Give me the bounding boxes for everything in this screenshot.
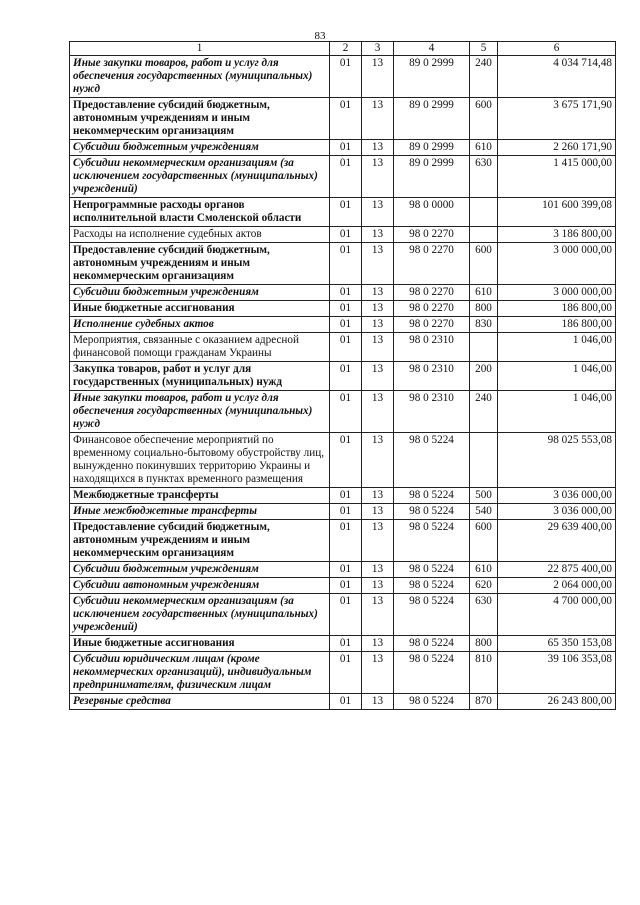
row-target-article: 98 0 0000 [394, 198, 470, 227]
row-section: 01 [330, 140, 362, 156]
table-row [70, 333, 616, 362]
row-section: 01 [330, 362, 362, 391]
row-section: 01 [330, 317, 362, 333]
row-amount: 3 000 000,00 [498, 285, 616, 301]
row-name: Субсидии бюджетным учреждениям [70, 140, 330, 156]
row-name: Субсидии юридическим лицам (кроме некоммерческих организаций), индивидуальным предпринимателям, физическим лицам [70, 652, 330, 694]
row-amount: 1 046,00 [498, 362, 616, 391]
row-expense-type: 620 [470, 578, 498, 594]
row-target-article: 98 0 5224 [394, 562, 470, 578]
row-subsection: 13 [362, 694, 394, 710]
row-expense-type: 610 [470, 562, 498, 578]
table-row [70, 636, 616, 652]
row-section: 01 [330, 652, 362, 694]
row-name: Предоставление субсидий бюджетным, автономным учреждениям и иным некоммерческим организациям [70, 98, 330, 140]
row-target-article: 98 0 5224 [394, 652, 470, 694]
row-name: Исполнение судебных актов [70, 317, 330, 333]
row-target-article: 89 0 2999 [394, 56, 470, 98]
row-expense-type: 610 [470, 140, 498, 156]
row-name: Субсидии некоммерческим организациям (за исключением государственных (муниципальных) учреждений) [70, 156, 330, 198]
row-section: 01 [330, 198, 362, 227]
row-target-article: 98 0 2270 [394, 317, 470, 333]
row-expense-type: 600 [470, 243, 498, 285]
row-name: Иные бюджетные ассигнования [70, 301, 330, 317]
table-row [70, 301, 616, 317]
row-section: 01 [330, 156, 362, 198]
row-section: 01 [330, 520, 362, 562]
row-target-article: 98 0 2310 [394, 362, 470, 391]
budget-table [69, 41, 616, 710]
row-section: 01 [330, 578, 362, 594]
row-expense-type: 630 [470, 156, 498, 198]
row-expense-type: 870 [470, 694, 498, 710]
row-amount: 3 186 800,00 [498, 227, 616, 243]
row-target-article: 98 0 5224 [394, 520, 470, 562]
row-name: Финансовое обеспечение мероприятий по временному социально-бытовому обустройству лиц, вынужденно покинувших территорию Украины и находящихся в пунктах временного размещения [70, 433, 330, 488]
row-amount: 2 064 000,00 [498, 578, 616, 594]
row-expense-type: 600 [470, 520, 498, 562]
row-expense-type: 240 [470, 391, 498, 433]
row-amount: 101 600 399,08 [498, 198, 616, 227]
row-expense-type [470, 333, 498, 362]
row-subsection: 13 [362, 243, 394, 285]
col-header-6: 6 [498, 42, 616, 56]
row-expense-type: 830 [470, 317, 498, 333]
row-section: 01 [330, 391, 362, 433]
row-expense-type [470, 433, 498, 488]
row-section: 01 [330, 594, 362, 636]
row-subsection: 13 [362, 156, 394, 198]
row-section: 01 [330, 694, 362, 710]
row-amount: 1 046,00 [498, 391, 616, 433]
row-section: 01 [330, 285, 362, 301]
row-target-article: 98 0 2270 [394, 301, 470, 317]
row-section: 01 [330, 488, 362, 504]
table-row [70, 504, 616, 520]
row-amount: 26 243 800,00 [498, 694, 616, 710]
row-target-article: 98 0 5224 [394, 504, 470, 520]
row-name: Закупка товаров, работ и услуг для государственных (муниципальных) нужд [70, 362, 330, 391]
table-row [70, 391, 616, 433]
row-section: 01 [330, 433, 362, 488]
row-name: Предоставление субсидий бюджетным, автономным учреждениям и иным некоммерческим организациям [70, 243, 330, 285]
row-subsection: 13 [362, 140, 394, 156]
table-row [70, 433, 616, 488]
row-amount: 4 034 714,48 [498, 56, 616, 98]
row-expense-type: 800 [470, 636, 498, 652]
row-subsection: 13 [362, 520, 394, 562]
row-subsection: 13 [362, 562, 394, 578]
row-expense-type: 630 [470, 594, 498, 636]
row-target-article: 89 0 2999 [394, 140, 470, 156]
row-section: 01 [330, 333, 362, 362]
row-amount: 3 675 171,90 [498, 98, 616, 140]
row-name: Субсидии автономным учреждениям [70, 578, 330, 594]
table-row [70, 362, 616, 391]
row-amount: 29 639 400,00 [498, 520, 616, 562]
row-subsection: 13 [362, 433, 394, 488]
row-target-article: 98 0 2270 [394, 227, 470, 243]
row-name: Расходы на исполнение судебных актов [70, 227, 330, 243]
col-header-4: 4 [394, 42, 470, 56]
row-target-article: 98 0 2310 [394, 391, 470, 433]
table-row [70, 198, 616, 227]
row-expense-type: 810 [470, 652, 498, 694]
row-target-article: 89 0 2999 [394, 156, 470, 198]
page-number: 83 [314, 30, 326, 42]
table-row [70, 594, 616, 636]
row-target-article: 98 0 5224 [394, 636, 470, 652]
row-subsection: 13 [362, 488, 394, 504]
row-amount: 1 415 000,00 [498, 156, 616, 198]
row-amount: 3 036 000,00 [498, 488, 616, 504]
col-header-1: 1 [70, 42, 330, 56]
col-header-5: 5 [470, 42, 498, 56]
row-expense-type [470, 198, 498, 227]
row-name: Субсидии бюджетным учреждениям [70, 562, 330, 578]
row-expense-type: 610 [470, 285, 498, 301]
row-subsection: 13 [362, 636, 394, 652]
row-expense-type: 600 [470, 98, 498, 140]
row-name: Иные закупки товаров, работ и услуг для обеспечения государственных (муниципальных) нужд [70, 391, 330, 433]
table-row [70, 520, 616, 562]
row-expense-type [470, 227, 498, 243]
row-name: Иные бюджетные ассигнования [70, 636, 330, 652]
row-name: Иные межбюджетные трансферты [70, 504, 330, 520]
table-row [70, 56, 616, 98]
row-target-article: 98 0 2310 [394, 333, 470, 362]
row-amount: 3 036 000,00 [498, 504, 616, 520]
row-subsection: 13 [362, 317, 394, 333]
row-subsection: 13 [362, 504, 394, 520]
row-name: Субсидии некоммерческим организациям (за исключением государственных (муниципальных) учреждений) [70, 594, 330, 636]
row-subsection: 13 [362, 333, 394, 362]
row-amount: 22 875 400,00 [498, 562, 616, 578]
row-name: Субсидии бюджетным учреждениям [70, 285, 330, 301]
row-subsection: 13 [362, 652, 394, 694]
row-subsection: 13 [362, 391, 394, 433]
table-row [70, 652, 616, 694]
row-name: Непрограммные расходы органов исполнительной власти Смоленской области [70, 198, 330, 227]
row-target-article: 98 0 2270 [394, 243, 470, 285]
row-target-article: 98 0 5224 [394, 488, 470, 504]
row-amount: 2 260 171,90 [498, 140, 616, 156]
row-section: 01 [330, 56, 362, 98]
table-row [70, 156, 616, 198]
row-expense-type: 800 [470, 301, 498, 317]
row-target-article: 98 0 5224 [394, 578, 470, 594]
table-row [70, 243, 616, 285]
row-subsection: 13 [362, 227, 394, 243]
row-expense-type: 200 [470, 362, 498, 391]
row-expense-type: 500 [470, 488, 498, 504]
row-name: Межбюджетные трансферты [70, 488, 330, 504]
col-header-3: 3 [362, 42, 394, 56]
row-expense-type: 240 [470, 56, 498, 98]
row-name: Предоставление субсидий бюджетным, автономным учреждениям и иным некоммерческим организациям [70, 520, 330, 562]
row-target-article: 89 0 2999 [394, 98, 470, 140]
row-amount: 1 046,00 [498, 333, 616, 362]
row-subsection: 13 [362, 362, 394, 391]
row-amount: 186 800,00 [498, 301, 616, 317]
row-target-article: 98 0 5224 [394, 433, 470, 488]
table-row [70, 140, 616, 156]
row-amount: 186 800,00 [498, 317, 616, 333]
table-row [70, 694, 616, 710]
row-subsection: 13 [362, 578, 394, 594]
row-subsection: 13 [362, 285, 394, 301]
header-row [70, 42, 616, 56]
row-section: 01 [330, 243, 362, 285]
row-section: 01 [330, 504, 362, 520]
row-target-article: 98 0 5224 [394, 694, 470, 710]
table-row [70, 285, 616, 301]
row-amount: 98 025 553,08 [498, 433, 616, 488]
row-amount: 3 000 000,00 [498, 243, 616, 285]
row-target-article: 98 0 2270 [394, 285, 470, 301]
row-expense-type: 540 [470, 504, 498, 520]
row-section: 01 [330, 301, 362, 317]
row-name: Иные закупки товаров, работ и услуг для обеспечения государственных (муниципальных) нужд [70, 56, 330, 98]
row-name: Резервные средства [70, 694, 330, 710]
row-section: 01 [330, 98, 362, 140]
row-subsection: 13 [362, 594, 394, 636]
row-amount: 4 700 000,00 [498, 594, 616, 636]
table-row [70, 317, 616, 333]
table-row [70, 578, 616, 594]
row-section: 01 [330, 636, 362, 652]
row-section: 01 [330, 562, 362, 578]
row-subsection: 13 [362, 98, 394, 140]
table-row [70, 227, 616, 243]
table-row [70, 488, 616, 504]
row-name: Мероприятия, связанные с оказанием адресной финансовой помощи гражданам Украины [70, 333, 330, 362]
row-subsection: 13 [362, 301, 394, 317]
row-subsection: 13 [362, 198, 394, 227]
table-row [70, 98, 616, 140]
col-header-2: 2 [330, 42, 362, 56]
row-amount: 65 350 153,08 [498, 636, 616, 652]
row-subsection: 13 [362, 56, 394, 98]
row-target-article: 98 0 5224 [394, 594, 470, 636]
row-amount: 39 106 353,08 [498, 652, 616, 694]
table-row [70, 562, 616, 578]
row-section: 01 [330, 227, 362, 243]
table-body [70, 56, 616, 710]
